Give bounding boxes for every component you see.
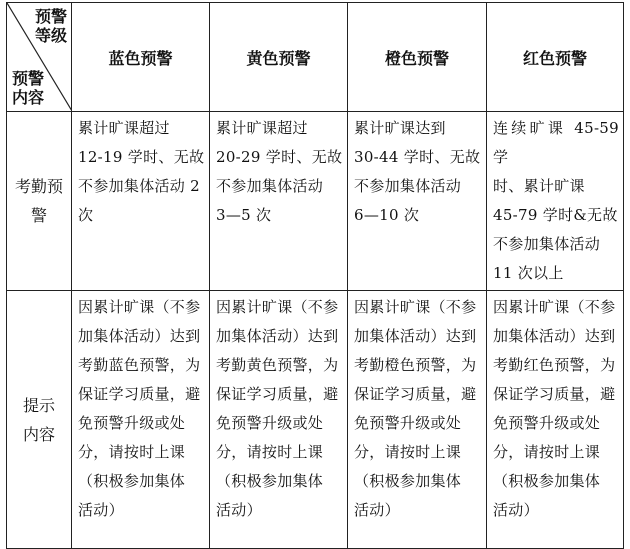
cell-line: 考勤蓝色预警，为 [78, 356, 201, 374]
notice-row-label [7, 291, 72, 549]
notice-orange-cell [348, 291, 487, 549]
cell-line: 累计旷课超过 [78, 119, 170, 137]
cell-line: 考勤黄色预警，为 [216, 356, 339, 374]
cell-line: 时、累计旷课 [493, 177, 585, 195]
row-label-line: 警 [30, 206, 47, 225]
cell-line: 45-79 学时&无故 [493, 206, 618, 224]
cell-line: 活动） [354, 501, 400, 519]
cell-line: （积极参加集体 [216, 472, 324, 490]
cell-line: 免预警升级或处 [216, 414, 324, 432]
cell-line: 不参加集体活动 [216, 177, 324, 195]
cell-line: 次 [78, 206, 94, 224]
cell-line: 保证学习质量，避 [493, 385, 616, 403]
level-label-line: 预警 [34, 7, 67, 26]
cell-line: 考勤红色预警，为 [493, 356, 616, 374]
cell-line: 加集体活动）达到 [493, 327, 616, 345]
attendance-row-label [7, 112, 72, 291]
cell-line: 分，请按时上课 [354, 443, 462, 461]
cell-line: 加集体活动）达到 [216, 327, 339, 345]
attendance-orange-cell [348, 112, 487, 291]
attendance-blue-cell [72, 112, 210, 291]
attendance-row [7, 112, 624, 291]
cell-line: 不参加集体活动 2 [78, 177, 201, 195]
level-label [35, 7, 67, 45]
warning-level-table [6, 2, 624, 549]
attendance-red-cell [487, 112, 624, 291]
cell-line: 3—5 次 [216, 206, 272, 224]
header-red-warning: 红色预警 [487, 3, 624, 112]
content-label-line: 内容 [12, 88, 45, 107]
cell-line: 连续旷课 45-59 学 [493, 119, 619, 166]
cell-line: 保证学习质量，避 [216, 385, 339, 403]
header-orange-warning: 橙色预警 [348, 3, 487, 112]
content-label-line: 预警 [12, 69, 45, 88]
cell-line: 因累计旷课（不参 [354, 298, 477, 316]
content-label [12, 69, 44, 107]
cell-line: 免预警升级或处 [354, 414, 462, 432]
cell-line: 免预警升级或处 [78, 414, 186, 432]
header-yellow-warning: 黄色预警 [210, 3, 348, 112]
cell-line: 不参加集体活动 [354, 177, 462, 195]
row-label-line: 内容 [22, 424, 55, 444]
cell-line: 因累计旷课（不参 [493, 298, 616, 316]
cell-line: 6—10 次 [354, 206, 420, 224]
cell-line: 考勤橙色预警，为 [354, 356, 477, 374]
cell-line: 12-19 学时、无故 [78, 148, 205, 166]
cell-line: 活动） [78, 501, 124, 519]
cell-line: 保证学习质量，避 [354, 385, 477, 403]
cell-line: 因累计旷课（不参 [216, 298, 339, 316]
cell-line: （积极参加集体 [493, 472, 601, 490]
cell-line: 免预警升级或处 [493, 414, 601, 432]
cell-line: 活动） [493, 501, 539, 519]
header-blue-warning: 蓝色预警 [72, 3, 210, 112]
notice-yellow-cell [210, 291, 348, 549]
cell-line: 保证学习质量，避 [78, 385, 201, 403]
cell-line: 活动） [216, 501, 262, 519]
cell-line: （积极参加集体 [78, 472, 186, 490]
cell-line: 加集体活动）达到 [354, 327, 477, 345]
cell-line: 分，请按时上课 [493, 443, 601, 461]
attendance-yellow-cell [210, 112, 348, 291]
cell-line: 30-44 学时、无故 [354, 148, 481, 166]
cell-line: （积极参加集体 [354, 472, 462, 490]
cell-line: 累计旷课超过 [216, 119, 308, 137]
level-label-line: 等级 [34, 26, 67, 45]
cell-line: 因累计旷课（不参 [78, 298, 201, 316]
notice-row [7, 291, 624, 549]
cell-line: 20-29 学时、无故 [216, 148, 343, 166]
cell-line: 分，请按时上课 [78, 443, 186, 461]
row-label-line: 提示 [22, 395, 55, 415]
corner-diagonal-cell [7, 3, 72, 112]
row-label-line: 考勤预 [14, 177, 63, 196]
cell-line: 加集体活动）达到 [78, 327, 201, 345]
cell-line: 不参加集体活动 [493, 235, 601, 253]
header-row [7, 3, 624, 112]
cell-line: 累计旷课达到 [354, 119, 446, 137]
cell-line: 分，请按时上课 [216, 443, 324, 461]
cell-line: 11 次以上 [493, 264, 564, 282]
notice-red-cell [487, 291, 624, 549]
notice-blue-cell [72, 291, 210, 549]
